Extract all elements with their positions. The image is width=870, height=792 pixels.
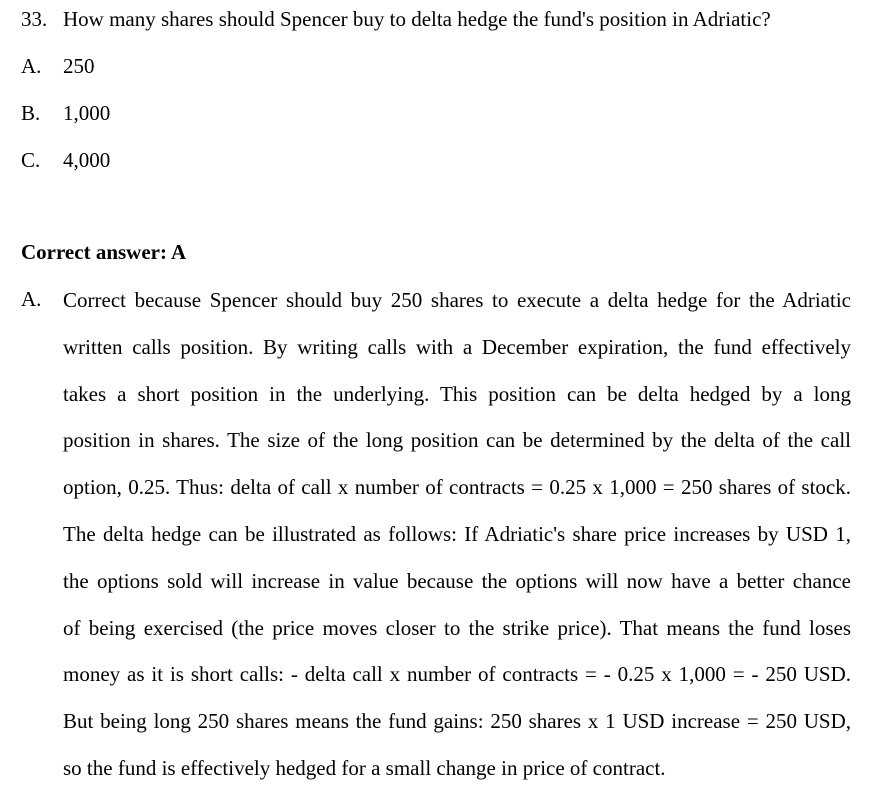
question-number: 33. <box>21 7 48 31</box>
explanation-line: takes a short position in the underlying. This position can be delta hedged by a long <box>63 381 851 406</box>
explanation-line: of being exercised (the price moves closer to the strike price). That means the fund loses <box>63 615 851 640</box>
option-text: 1,000 <box>63 101 111 125</box>
explanation-line: the options sold will increase in value because the options will now have a better chance <box>63 568 851 593</box>
explanation-line: written calls position. By writing calls with a December expiration, the fund effectively <box>63 334 851 359</box>
explanation-text <box>63 277 851 792</box>
explanation-line: option, 0.25. Thus: delta of call x number of contracts = 0.25 x 1,000 = 250 shares of stock. <box>63 475 851 500</box>
question <box>21 7 771 31</box>
question-text: How many shares should Spencer buy to delta hedge the fund's position in Adriatic? <box>63 7 771 31</box>
explanation-letter: A. <box>21 287 42 311</box>
option-b <box>21 101 110 125</box>
option-letter: A. <box>21 54 42 78</box>
correct-answer-heading: Correct answer: A <box>21 240 187 264</box>
option-letter: C. <box>21 148 41 172</box>
option-text: 250 <box>63 54 95 78</box>
explanation-line: Correct because Spencer should buy 250 shares to execute a delta hedge for the Adriatic <box>63 288 851 312</box>
explanation-line: position in shares. The size of the long position can be determined by the delta of the call <box>63 428 851 453</box>
option-c <box>21 148 110 172</box>
option-text: 4,000 <box>63 148 111 172</box>
option-a <box>21 54 95 78</box>
option-letter: B. <box>21 101 41 125</box>
explanation-line: so the fund is effectively hedged for a small change in price of contract. <box>63 755 666 780</box>
explanation-line: The delta hedge can be illustrated as follows: If Adriatic's share price increases by USD 1, <box>63 521 851 546</box>
explanation-line: But being long 250 shares means the fund gains: 250 shares x 1 USD increase = 250 USD, <box>63 709 851 734</box>
explanation-line: money as it is short calls: - delta call x number of contracts = - 0.25 x 1,000 = - 250 USD. <box>63 662 851 687</box>
